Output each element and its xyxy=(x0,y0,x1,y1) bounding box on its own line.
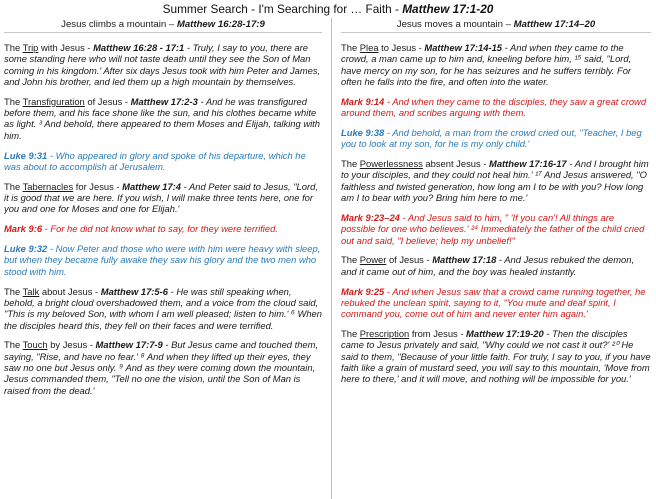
scripture-paragraph xyxy=(4,42,322,87)
scripture-reference: Matthew 17:16-17 xyxy=(489,158,567,170)
scripture-paragraph xyxy=(4,243,322,277)
scripture-paragraph xyxy=(4,339,322,395)
scripture-text: - Now Peter and those who were with him were heavy with sleep, but when they became fully awake they saw his glory and the two men who stood with him. xyxy=(4,243,321,277)
section-title: The Transfiguration of Jesus - xyxy=(4,95,131,107)
scripture-reference: Matthew 17:4 xyxy=(122,180,182,192)
section-title: The Powerlessness absent Jesus - xyxy=(341,158,490,170)
left-column xyxy=(4,17,322,499)
column-heading: Jesus climbs a mountain – Matthew 16:28-17:9 xyxy=(4,17,322,33)
section-title-keyword: Powerlessness xyxy=(359,158,423,170)
section-title: The Plea to Jesus - xyxy=(341,42,425,53)
scripture-reference: Luke 9:38 xyxy=(341,126,385,138)
scripture-paragraph xyxy=(341,158,651,203)
section-title-keyword: Power xyxy=(359,254,387,266)
scripture-paragraph xyxy=(341,96,651,119)
scripture-paragraph xyxy=(341,286,651,320)
section-title-keyword: Plea xyxy=(359,42,379,53)
scripture-text: - And when Jesus saw that a crowd came running together, he rebuked the unclean spirit, saying to it, "You mute and deaf spirit, I command you, come out of him and never enter him again.' xyxy=(341,285,646,320)
scripture-paragraph xyxy=(341,127,651,150)
section-title: The Tabernacles for Jesus - xyxy=(4,180,123,192)
paragraph-list xyxy=(341,42,651,385)
scripture-paragraph xyxy=(4,286,322,331)
scripture-reference: Luke 9:31 xyxy=(4,149,48,161)
section-title-keyword: Prescription xyxy=(359,328,410,340)
section-title-keyword: Talk xyxy=(22,285,40,297)
scripture-text: - Truly, I say to you, there are some standing here who will not taste death until they see the Son of Man coming in his kingdom.' After six days Jesus took with him Peter and James, and John his brother, and led them up a high mountain by themselves. xyxy=(4,42,321,87)
section-title: The Prescription from Jesus - xyxy=(341,328,467,340)
section-title-keyword: Transfiguration xyxy=(22,95,85,107)
scripture-paragraph xyxy=(4,223,322,234)
scripture-text: - And Peter said to Jesus, "Lord, it is good that we are here. If you wish, I will make three tents here, one for you and one for Moses and one for Elijah.' xyxy=(4,180,318,215)
scripture-text: - And he was transfigured before them, and his face shone like the sun, and his clothes became white as light. ³ And behold, there appeared to them Moses and Elijah, talking with him. xyxy=(4,95,320,141)
scripture-paragraph xyxy=(341,328,651,384)
scripture-reference: Matthew 17:7-9 xyxy=(95,339,163,351)
section-title-keyword: Trip xyxy=(22,42,39,53)
scripture-reference: Luke 9:32 xyxy=(4,243,48,255)
scripture-text: - Who appeared in glory and spoke of his departure, which he was about to accomplish at Jerusalem. xyxy=(4,149,306,172)
scripture-text: - He was still speaking when, behold, a bright cloud overshadowed them, and a voice from the cloud said, "This is my beloved Son, with whom I am well pleased; listen to him.' ⁶ When the disciples heard this, they fell on their faces and were terrified. xyxy=(4,285,322,331)
scripture-reference: Matthew 17:18 xyxy=(432,254,497,266)
page-title: Summer Search - I'm Searching for … Faith - Matthew 17:1-20 xyxy=(162,2,494,16)
scripture-text: - Then the disciples came to Jesus privately and said, "Why could we not cast it out?' ²⁰ He said to them, "Because of your little faith. For truly, I say to you, if you have faith like a grain of mustard seed, you will say to this mountain, 'Move from here to there,' and it will move, and nothing will be impossible for you.' xyxy=(341,328,651,385)
scripture-text: - And when they came to the crowd, a man came up to him and, kneeling before him, ¹⁵ said, "Lord, have mercy on my son, for he has seizures and he suffers terribly. For often he falls into the fire, and often into the water. xyxy=(341,42,632,87)
scripture-reference: Mark 9:23–24 xyxy=(341,211,400,223)
scripture-reference: Matthew 17:14-15 xyxy=(424,42,503,53)
column-heading: Jesus moves a mountain – Matthew 17:14–20 xyxy=(341,17,651,33)
scripture-text: - And Jesus rebuked the demon, and it came out of him, and the boy was healed instantly. xyxy=(341,254,635,277)
scripture-paragraph xyxy=(341,212,651,246)
scripture-paragraph xyxy=(341,254,651,277)
scripture-reference: Matthew 16:28 - 17:1 xyxy=(93,42,185,53)
scripture-paragraph xyxy=(4,181,322,215)
scripture-text: - And behold, a man from the crowd cried out, "Teacher, I beg you to look at my son, for he is my only child.' xyxy=(341,126,642,150)
section-title-keyword: Touch xyxy=(22,339,48,351)
scripture-text: - And when they came to the disciples, they saw a great crowd around them, and scribes arguing with them. xyxy=(341,95,647,119)
scripture-text: - For he did not know what to say, for they were terrified. xyxy=(42,223,278,235)
right-column xyxy=(341,17,651,499)
scripture-paragraph xyxy=(4,150,322,173)
column-divider xyxy=(331,18,332,499)
scripture-reference: Mark 9:25 xyxy=(341,285,385,297)
section-title: The Talk about Jesus - xyxy=(4,285,101,297)
section-title: The Touch by Jesus - xyxy=(4,339,96,351)
scripture-reference: Mark 9:6 xyxy=(4,223,43,235)
scripture-reference: Mark 9:14 xyxy=(341,95,385,107)
section-title: The Power of Jesus - xyxy=(341,254,433,266)
scripture-text: - And Jesus said to him, " 'If you can'! All things are possible for one who believes.' ²⁴ Immediately the father of the child cried out and said, "I believe; help my unbelief!" xyxy=(341,211,645,246)
scripture-paragraph xyxy=(4,96,322,141)
scripture-reference: Matthew 17:5-6 xyxy=(100,285,168,297)
scripture-text: - But Jesus came and touched them, saying, "Rise, and have no fear.' ⁸ And when they lifted up their eyes, they saw no one but Jesus only. ⁹ And as they were coming down the mountain, Jesus commanded them, "Tell no one the vision, until the Son of Man is raised from the dead.' xyxy=(4,339,319,396)
paragraph-list xyxy=(4,42,322,396)
scripture-reference: Matthew 17:19-20 xyxy=(466,328,544,340)
scripture-paragraph xyxy=(341,42,651,87)
section-title: The Trip with Jesus - xyxy=(4,42,94,53)
scripture-reference: Matthew 17:2-3 xyxy=(130,95,198,107)
scripture-text: - And I brought him to your disciples, and they could not heal him.' ¹⁷ And Jesus answered, "O faithless and twisted generation, how long am I to be with you? How long am I to bear with you? Bring him here to me.' xyxy=(341,158,649,204)
section-title-keyword: Tabernacles xyxy=(22,180,74,192)
